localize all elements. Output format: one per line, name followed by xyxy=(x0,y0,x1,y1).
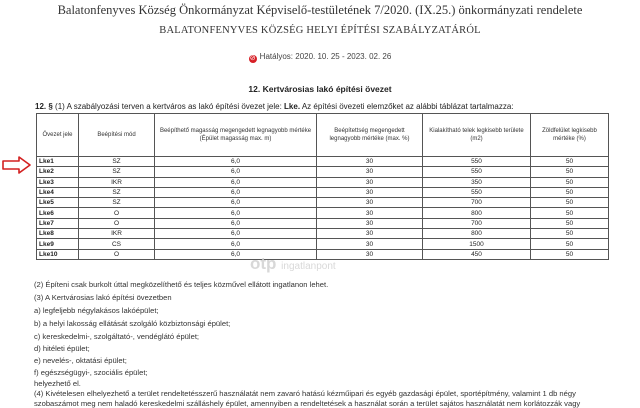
cell-max-height: 6,0 xyxy=(155,167,317,177)
cell-building-mode: O xyxy=(79,249,155,259)
cell-building-mode: IKR xyxy=(79,229,155,239)
body-line: b) a helyi lakosság ellátását szolgáló közbiztonsági épület; xyxy=(34,319,231,328)
cell-max-coverage: 30 xyxy=(317,198,423,208)
regulation-subtitle: BALATONFENYVES KÖZSÉG HELYI ÉPÍTÉSI SZABÁLYZATÁRÓL xyxy=(159,25,481,36)
column-header-min-plot-area: Kialakítható telek legkisebb területe (m2) xyxy=(423,114,531,157)
regulation-title: Balatonfenyves Község Önkormányzat Képviselő-testületének 7/2020. (IX.25.) önkormányzati rendelete xyxy=(57,3,583,17)
cell-building-mode: SZ xyxy=(79,167,155,177)
cell-max-height: 6,0 xyxy=(155,229,317,239)
cell-zone: Lke2 xyxy=(37,167,79,177)
cell-min-green-area: 50 xyxy=(531,239,609,249)
column-header-max-coverage: Beépítettség megengedett legnagyobb mértéke (max. %) xyxy=(317,114,423,157)
table-row xyxy=(37,239,609,249)
cell-building-mode: SZ xyxy=(79,157,155,167)
table-row xyxy=(37,229,609,239)
validity-text: Hatályos: 2020. 10. 25 - 2023. 02. 26 xyxy=(259,52,392,61)
watermark-logo: otp ingatlanpont xyxy=(250,254,336,273)
cell-building-mode: SZ xyxy=(79,187,155,197)
cell-zone: Lke3 xyxy=(37,177,79,187)
validity-line xyxy=(0,52,640,63)
column-header-max-height: Beépíthető magasság megengedett legnagyobb mértéke (Épület magasság max. m) xyxy=(155,114,317,157)
column-header-building-mode: Beépítési mód xyxy=(79,114,155,157)
cell-min-plot-area: 350 xyxy=(423,177,531,187)
body-line: a) legfeljebb négylakásos lakóépület; xyxy=(34,306,159,315)
cell-max-height: 6,0 xyxy=(155,157,317,167)
body-line: (2) Építeni csak burkolt úttal megközelíthető és teljes közművel ellátott ingatlanon lehet. xyxy=(34,280,329,289)
cell-max-height: 6,0 xyxy=(155,208,317,218)
cell-max-height: 6,0 xyxy=(155,218,317,228)
paragraph-number: 12. § xyxy=(35,102,53,111)
cell-zone: Lke4 xyxy=(37,187,79,197)
cell-min-plot-area: 700 xyxy=(423,198,531,208)
column-header-zone: Övezet jele xyxy=(37,114,79,157)
table-row xyxy=(37,177,609,187)
cell-building-mode: IKR xyxy=(79,177,155,187)
zone-parameters-table xyxy=(36,113,609,260)
cell-min-plot-area: 450 xyxy=(423,249,531,259)
cell-min-green-area: 50 xyxy=(531,208,609,218)
cell-min-green-area: 50 xyxy=(531,229,609,239)
body-line: c) kereskedelmi-, szolgáltató-, vendéglátó épület; xyxy=(34,332,200,341)
body-line: helyezhető el. xyxy=(34,379,81,388)
cell-building-mode: O xyxy=(79,218,155,228)
cell-max-coverage: 30 xyxy=(317,187,423,197)
table-row xyxy=(37,198,609,208)
cell-building-mode: O xyxy=(79,208,155,218)
cell-zone: Lke5 xyxy=(37,198,79,208)
paragraph-zone-code: Lke. xyxy=(284,102,301,111)
paragraph-1 xyxy=(35,102,514,111)
body-line: f) egészségügyi-, szociális épület; xyxy=(34,368,148,377)
cell-building-mode: CS xyxy=(79,239,155,249)
cell-min-green-area: 50 xyxy=(531,249,609,259)
cell-max-coverage: 30 xyxy=(317,157,423,167)
cell-max-coverage: 30 xyxy=(317,177,423,187)
cell-max-height: 6,0 xyxy=(155,187,317,197)
cell-max-height: 6,0 xyxy=(155,198,317,208)
cell-min-green-area: 50 xyxy=(531,218,609,228)
cell-max-coverage: 30 xyxy=(317,218,423,228)
cell-zone: Lke6 xyxy=(37,208,79,218)
prohibited-icon: ⊘ xyxy=(249,55,256,62)
column-header-min-green-area: Zöldfelület legkisebb mértéke (%) xyxy=(531,114,609,157)
body-line: e) nevelés-, oktatási épület; xyxy=(34,356,127,365)
cell-min-plot-area: 550 xyxy=(423,187,531,197)
cell-min-green-area: 50 xyxy=(531,187,609,197)
cell-min-green-area: 50 xyxy=(531,167,609,177)
cell-max-height: 6,0 xyxy=(155,249,317,259)
table-row xyxy=(37,218,609,228)
cell-zone: Lke1 xyxy=(37,157,79,167)
body-line: d) hitéleti épület; xyxy=(34,344,90,353)
cell-building-mode: SZ xyxy=(79,198,155,208)
cell-zone: Lke8 xyxy=(37,229,79,239)
cell-min-plot-area: 800 xyxy=(423,208,531,218)
table-row xyxy=(37,157,609,167)
cell-min-plot-area: 800 xyxy=(423,229,531,239)
cell-max-coverage: 30 xyxy=(317,239,423,249)
paragraph-text-rest: Az építési övezeti elemzőket az alábbi táblázat tartalmazza: xyxy=(300,102,514,111)
body-line: szobaszámot meg nem haladó kereskedelmi szálláshely épület, amennyiben a rendeltetések a használat során a terület sajátos használatát nem korlátozzák vagy xyxy=(34,399,581,408)
cell-min-plot-area: 700 xyxy=(423,218,531,228)
cell-zone: Lke10 xyxy=(37,249,79,259)
cell-max-coverage: 30 xyxy=(317,167,423,177)
cell-min-green-area: 50 xyxy=(531,157,609,167)
cell-min-green-area: 50 xyxy=(531,198,609,208)
cell-min-plot-area: 1500 xyxy=(423,239,531,249)
table-header-row xyxy=(37,114,609,157)
table-row xyxy=(37,187,609,197)
cell-max-height: 6,0 xyxy=(155,239,317,249)
cell-max-height: 6,0 xyxy=(155,177,317,187)
cell-max-coverage: 30 xyxy=(317,208,423,218)
table-row xyxy=(37,167,609,177)
cell-max-coverage: 30 xyxy=(317,249,423,259)
body-line: (4) Kivételesen elhelyezhető a terület rendeltetésszerű használatát nem zavaró hatású kézműipari és egyéb gazdasági épület, sportépítmény, valamint 1 db négy xyxy=(34,389,576,398)
right-arrow-icon xyxy=(2,156,32,174)
cell-min-plot-area: 550 xyxy=(423,157,531,167)
cell-zone: Lke9 xyxy=(37,239,79,249)
paragraph-text: (1) A szabályozási terven a kertváros as lakó építési övezet jele: xyxy=(55,102,285,111)
cell-min-green-area: 50 xyxy=(531,177,609,187)
cell-max-coverage: 30 xyxy=(317,229,423,239)
section-title: 12. Kertvárosias lakó építési övezet xyxy=(248,84,392,94)
body-line: (3) A Kertvárosias lakó építési övezetben xyxy=(34,293,172,302)
table-row xyxy=(37,208,609,218)
cell-zone: Lke7 xyxy=(37,218,79,228)
cell-min-plot-area: 550 xyxy=(423,167,531,177)
